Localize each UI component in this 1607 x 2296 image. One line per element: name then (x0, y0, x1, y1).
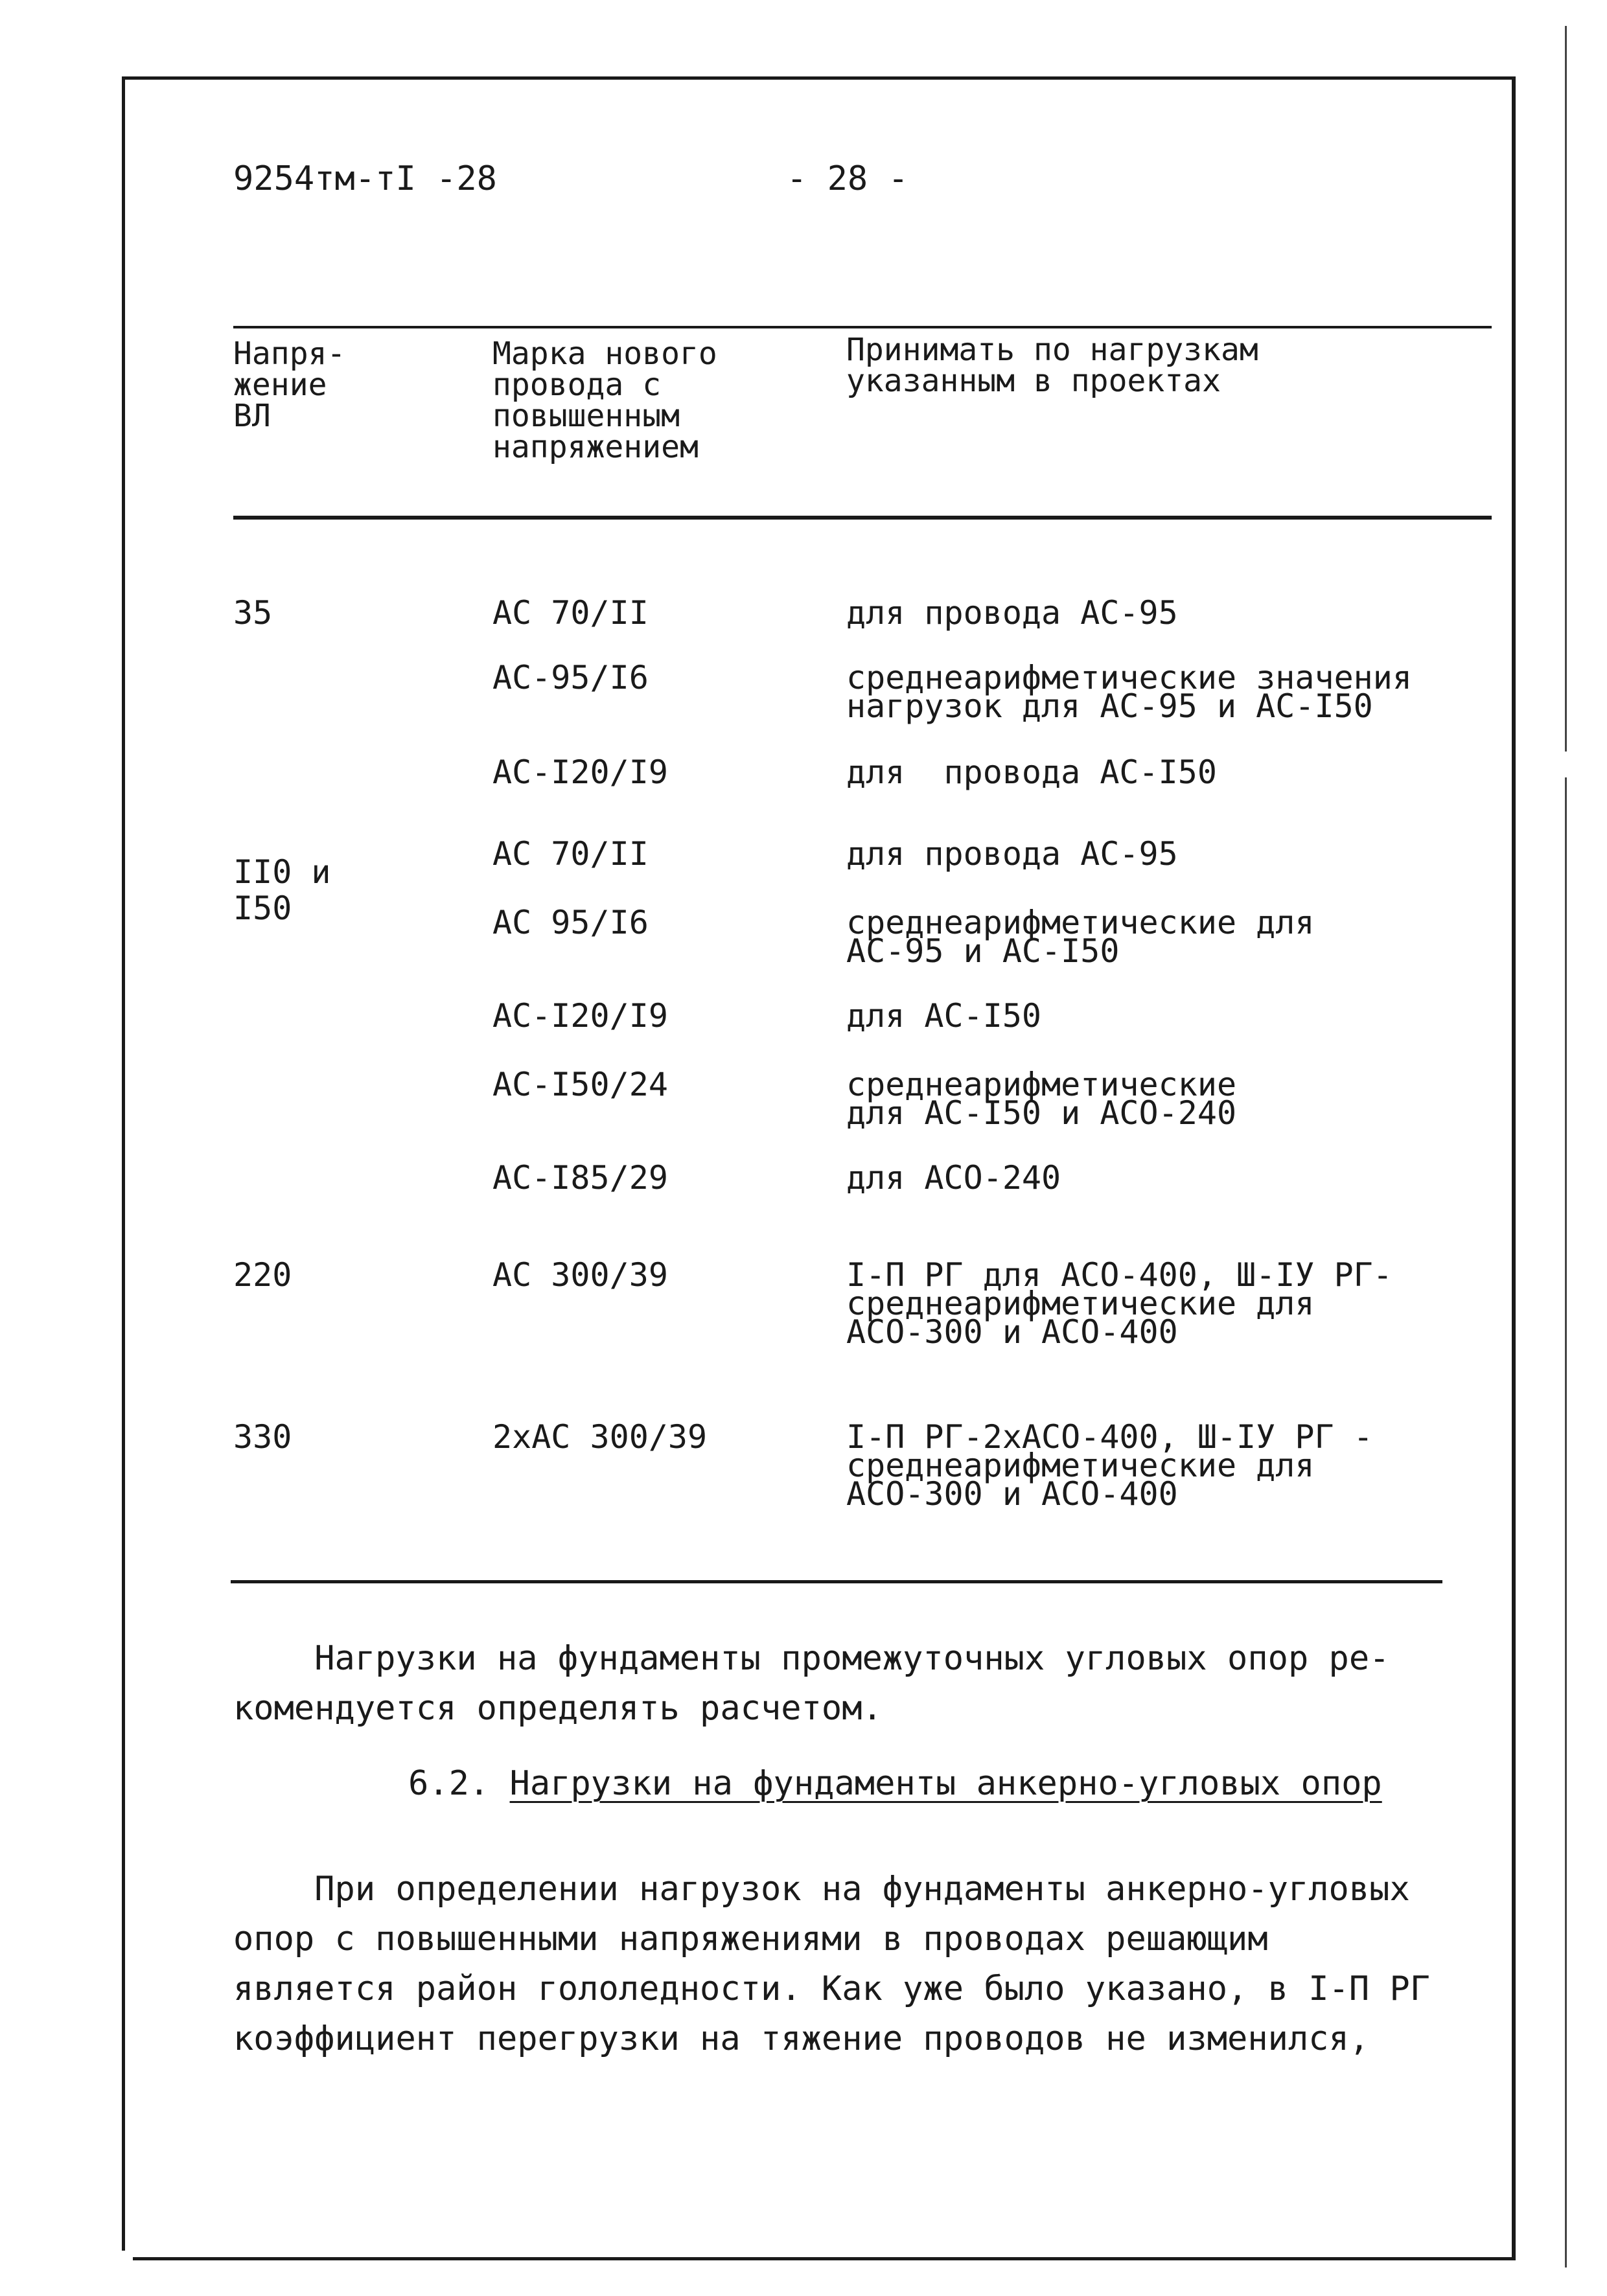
body-paragraph: Нагрузки на фундаменты промежуточных угловых опор ре- комендуется определять расчетом. (233, 1639, 1390, 1728)
table-cell-load: среднеарифметические для АС-I50 и АСО-240 (846, 1066, 1237, 1132)
table-cell-load: среднеарифметические значения нагрузок для АС-95 и АС-I50 (846, 659, 1412, 725)
table-cell-wire: АС 95/I6 (492, 904, 649, 941)
table-cell-wire: АС-I20/I9 (492, 997, 668, 1035)
table-cell-wire: АС 70/II (492, 835, 649, 873)
column-header-wire: Марка нового провода с повышенным напряжением (492, 336, 717, 465)
table-cell-wire: АС-95/I6 (492, 659, 649, 696)
document-code: 9254тм-тI -28 (233, 159, 497, 198)
column-header-load: Принимать по нагрузкам указанным в проектах (846, 332, 1258, 399)
table-cell-voltage: 330 (233, 1418, 292, 1456)
table-top-rule (233, 326, 1492, 328)
table-cell-wire: АС 70/II (492, 594, 649, 632)
table-cell-load: для провода АС-95 (846, 835, 1178, 873)
frame-bottom-line (133, 2257, 1516, 2260)
column-header-voltage: Напря- жение ВЛ (233, 336, 346, 434)
table-cell-wire: АС-I50/24 (492, 1066, 668, 1103)
table-cell-wire: АС-I85/29 (492, 1159, 668, 1197)
page-number: - 28 - (787, 159, 908, 198)
section-number: 6.2. (408, 1764, 490, 1803)
table-cell-load: среднеарифметические для АС-95 и АС-I50 (846, 904, 1315, 970)
body-paragraph: При определении нагрузок на фундаменты анкерно-угловых опор с повышенными напряжениями в проводах решающим является район гололедности. Как уже было указано, в I-П РГ коэффициент перегрузки на тяжение проводов не изменился, (233, 1870, 1431, 2058)
table-cell-load: I-П РГ для АСО-400, Ш-IУ РГ- среднеарифметические для АСО-300 и АСО-400 (846, 1256, 1393, 1351)
table-bottom-rule (231, 1580, 1442, 1583)
table-cell-voltage: 35 (233, 594, 273, 632)
table-header-rule (233, 516, 1492, 520)
table-cell-load: для АС-I50 (846, 997, 1042, 1035)
frame-left-line (122, 76, 125, 2251)
table-cell-wire: АС 300/39 (492, 1256, 668, 1294)
frame-right-line (1512, 76, 1516, 2260)
table-cell-load: для АСО-240 (846, 1159, 1061, 1197)
table-cell-voltage: 220 (233, 1256, 292, 1294)
table-cell-wire: 2хАС 300/39 (492, 1418, 708, 1456)
table-cell-wire: АС-I20/I9 (492, 753, 668, 791)
section-heading (408, 1765, 1382, 1802)
table-cell-load: для провода АС-I50 (846, 753, 1217, 791)
table-cell-load: для провода АС-95 (846, 594, 1178, 632)
table-cell-voltage: II0 и I50 (233, 853, 331, 927)
section-title: Нагрузки на фундаменты анкерно-угловых опор (509, 1764, 1382, 1803)
table-cell-load: I-П РГ-2хАСО-400, Ш-IУ РГ - среднеарифметические для АСО-300 и АСО-400 (846, 1418, 1373, 1513)
scan-edge-line (1565, 26, 1567, 752)
scan-edge-line (1565, 777, 1567, 2267)
frame-top-line (122, 76, 1515, 80)
